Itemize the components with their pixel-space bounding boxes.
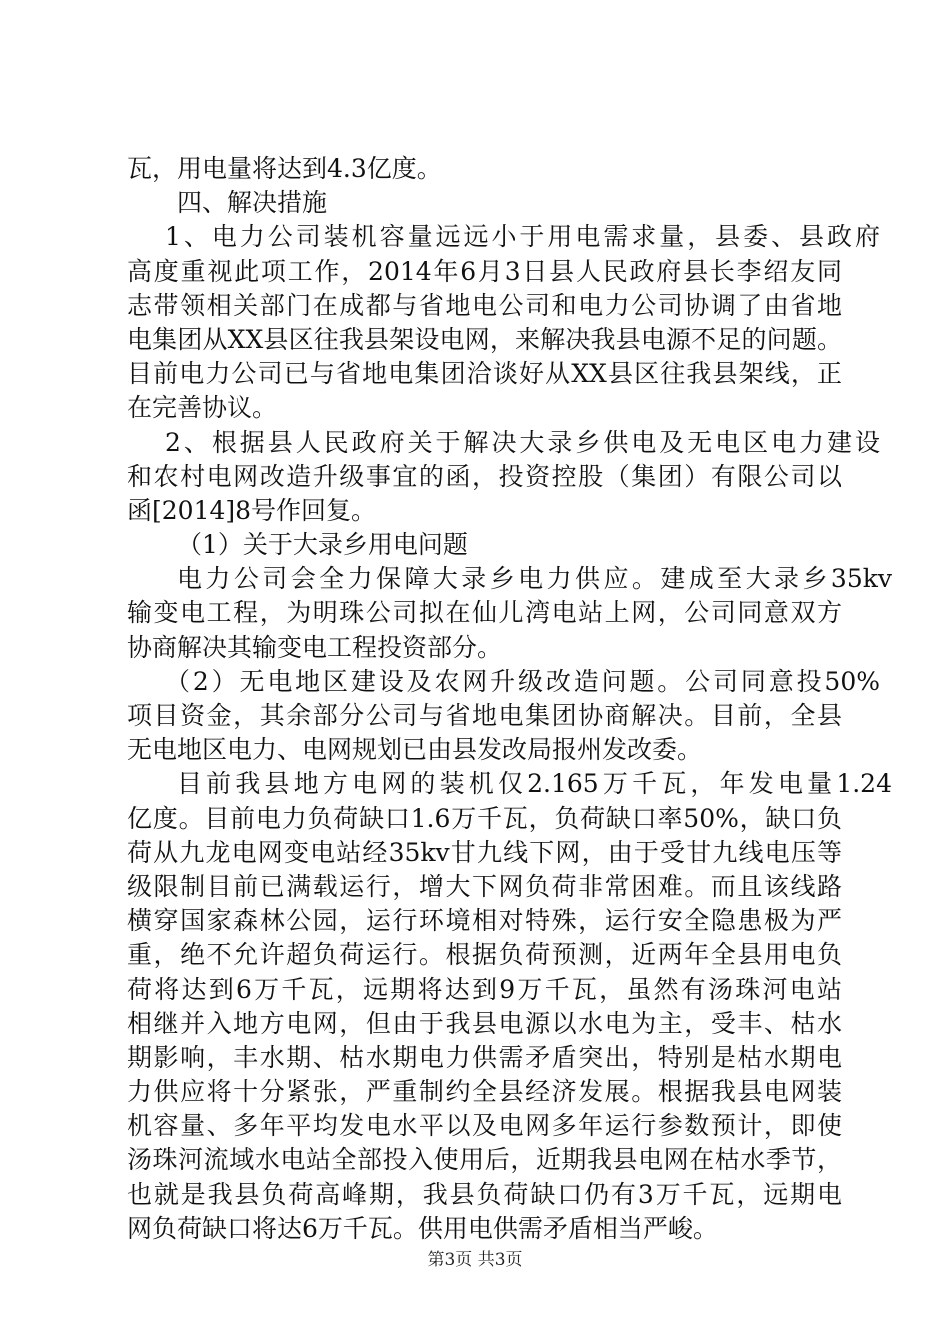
text-line: 电力公司会全力保障大录乡电力供应。建成至大录乡35kv: [177, 564, 892, 594]
text-line: 输变电工程，为明珠公司拟在仙儿湾电站上网，公司同意双方: [127, 598, 842, 628]
text-line: 2、根据县人民政府关于解决大录乡供电及无电区电力建设: [165, 427, 880, 457]
text-line: 1、电力公司装机容量远远小于用电需求量，县委、县政府: [165, 222, 880, 252]
text-line: 项目资金，其余部分公司与省地电集团协商解决。目前，全县: [127, 701, 842, 730]
text-line: 瓦，用电量将达到4.3亿度。: [127, 154, 442, 183]
text-line: （2）无电地区建设及农网升级改造问题。公司同意投50%: [165, 666, 880, 696]
text-line: 亿度。目前电力负荷缺口1.6万千瓦，负荷缺口率50%，缺口负: [127, 803, 842, 833]
text-line: 网负荷缺口将达6万千瓦。供用电供需矛盾相当严峻。: [127, 1213, 718, 1243]
text-line: 荷将达到6万千瓦，远期将达到9万千瓦，虽然有汤珠河电站: [127, 974, 842, 1004]
page-footer: 第3页 共3页: [427, 1250, 523, 1270]
text-line: 高度重视此项工作，2014年6月3日县人民政府县长李绍友同: [127, 256, 842, 286]
text-line: 目前电力公司已与省地电集团洽谈好从XX县区往我县架线，正: [127, 359, 842, 389]
text-line: 重，绝不允许超负荷运行。根据负荷预测，近两年全县用电负: [127, 940, 842, 970]
text-line: 和农村电网改造升级事宜的函，投资控股（集团）有限公司以: [127, 461, 842, 491]
text-line: 在完善协议。: [127, 393, 278, 423]
text-line: 汤珠河流域水电站全部投入使用后，近期我县电网在枯水季节，: [127, 1145, 842, 1175]
text-line: 协商解决其输变电工程投资部分。: [127, 632, 503, 662]
text-line: 级限制目前已满载运行，增大下网负荷非常困难。而且该线路: [127, 871, 842, 901]
text-line: 相继并入地方电网，但由于我县电源以水电为主，受丰、枯水: [127, 1008, 842, 1038]
text-line: 期影响，丰水期、枯水期电力供需矛盾突出，特别是枯水期电: [127, 1042, 842, 1072]
document-body: [127, 152, 892, 1246]
text-line: 函[2014]8号作回复。: [127, 495, 377, 525]
text-line: （1）关于大录乡用电问题: [177, 530, 468, 560]
text-line: 力供应将十分紧张，严重制约全县经济发展。根据我县电网装: [127, 1077, 842, 1107]
text-line: 志带领相关部门在成都与省地电公司和电力公司协调了由省地: [127, 290, 842, 320]
text-line: 荷从九龙电网变电站经35kv甘九线下网，由于受甘九线电压等: [127, 837, 842, 867]
text-line: 四、解决措施: [177, 188, 328, 218]
text-line: 电集团从XX县区往我县架设电网，来解决我县电源不足的问题。: [127, 324, 842, 354]
text-line: 机容量、多年平均发电水平以及电网多年运行参数预计，即使: [127, 1111, 842, 1141]
text-line: 横穿国家森林公园，运行环境相对特殊，运行安全隐患极为严: [127, 906, 842, 936]
text-line: 无电地区电力、电网规划已由县发改局报州发改委。: [127, 735, 703, 765]
text-line: 目前我县地方电网的装机仅2.165万千瓦，年发电量1.24: [177, 769, 892, 799]
text-line: 也就是我县负荷高峰期，我县负荷缺口仍有3万千瓦，远期电: [127, 1179, 842, 1209]
